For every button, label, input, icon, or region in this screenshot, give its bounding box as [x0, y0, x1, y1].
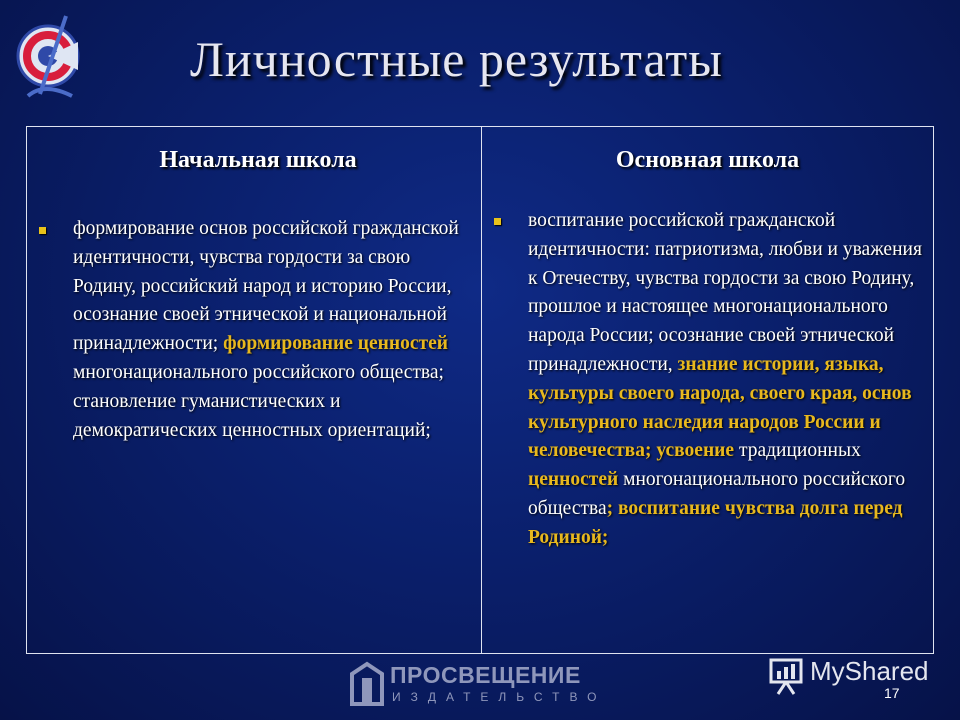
column-heading-secondary: Основная школа — [615, 147, 800, 173]
publisher-logo-icon — [14, 12, 86, 104]
text-segment: воспитание российской гражданской идентичности: патриотизма, любви и уважения к Отечеству, чувства гордости за свою Родину, прошлое и настоящее многонационального народа России; осознание своей этнической принадлежности, — [528, 210, 922, 375]
bullet-square-icon — [494, 218, 501, 225]
highlight-segment: ; воспитание чувства долга перед Родиной; — [528, 497, 903, 548]
publisher-footer — [348, 660, 618, 710]
publisher-subtitle: ИЗДАТЕЛЬСТВО — [392, 690, 607, 704]
publisher-name: ПРОСВЕЩЕНИЕ — [390, 662, 581, 688]
column-primary-school — [27, 127, 482, 653]
column-secondary-school — [482, 127, 933, 653]
publisher-building-icon — [348, 660, 386, 706]
bullet-text-secondary — [528, 207, 928, 553]
presentation-board-icon — [768, 656, 804, 696]
text-segment: многонационального российского общества; становление гуманистических и демократических ценностных ориентаций; — [73, 361, 444, 441]
bullet-text-primary — [73, 215, 468, 445]
bullet-square-icon — [39, 227, 46, 234]
slide-title: Личностные результаты — [190, 31, 723, 87]
watermark-text: MyShared — [810, 656, 929, 686]
highlight-segment: знание истории, языка, культуры своего народа, своего края, основ культурного наследия народов России и человечества; усвоение — [528, 353, 912, 462]
text-segment: формирование основ российской гражданской идентичности, чувства гордости за свою Родину, российский народ и историю России, осознание своей этнической и национальной принадлежности; — [73, 218, 459, 355]
comparison-table — [26, 126, 934, 654]
text-segment: традиционных — [734, 440, 861, 462]
highlight-segment: ценностей — [528, 469, 619, 491]
text-segment: многонационального российского общества — [528, 469, 906, 519]
column-heading-primary: Начальная школа — [159, 147, 357, 173]
highlight-segment: формирование ценностей — [223, 333, 449, 355]
page-number: 17 — [884, 685, 900, 701]
